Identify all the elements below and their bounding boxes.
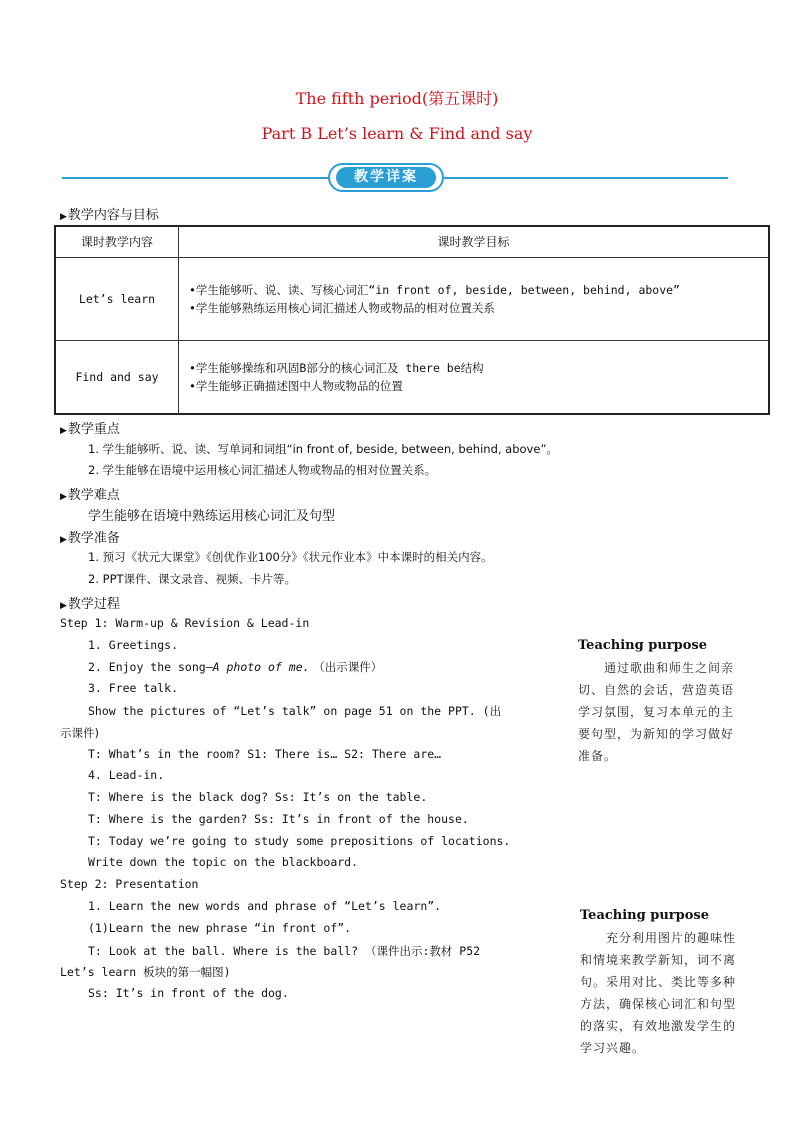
table-row bbox=[55, 257, 769, 340]
page-title: The fifth period(第五课时) bbox=[295, 89, 499, 108]
goal-item: •学生能够正确描述图中人物或物品的位置 bbox=[189, 378, 403, 393]
dialog-line: T: What’s in the room? S1: There is… S2: There are… bbox=[88, 747, 442, 761]
process-line: Write down the topic on the blackboard. bbox=[88, 855, 359, 869]
goal-item: •学生能够操练和巩固B部分的核心词汇及 there be结构 bbox=[189, 360, 484, 375]
preparation-item: 1. 预习《状元大课堂》《创优作业100分》《状元作业本》中本课时的相关内容。 bbox=[88, 550, 493, 564]
triangle-bullet-icon: ▶ bbox=[60, 535, 67, 545]
teaching-purpose-body: 充分利用图片的趣味性 和情境来教学新知，词不离 句。采用对比、类比等多种 方法，确保核心词汇和句型 的落实，有效地激发学生的 学习兴趣。 bbox=[580, 931, 737, 1055]
teaching-purpose-heading: Teaching purpose bbox=[578, 638, 707, 653]
section-heading-key-points: ▶教学重点 bbox=[60, 422, 120, 437]
table-header-content: 课时教学内容 bbox=[55, 226, 179, 257]
process-line: 示课件) bbox=[60, 726, 99, 740]
key-point-item: 1. 学生能够听、说、读、写单词和词组“in front of, beside, between, behind, above”。 bbox=[88, 442, 558, 456]
section-heading-content-goals: ▶教学内容与目标 bbox=[60, 208, 159, 223]
dialog-line: T: Today we’re going to study some prepositions of locations. bbox=[88, 834, 511, 848]
section-banner bbox=[328, 163, 444, 192]
step-heading: Step 1: Warm-up & Revision & Lead-in bbox=[60, 616, 310, 630]
preparation-item: 2. PPT课件、课文录音、视频、卡片等。 bbox=[88, 572, 297, 586]
teaching-purpose-heading: Teaching purpose bbox=[580, 908, 709, 923]
dialog-line: T: Where is the garden? Ss: It’s in front of the house. bbox=[88, 812, 469, 826]
table-cell-goals bbox=[179, 340, 770, 414]
banner-rule-right bbox=[444, 177, 728, 179]
triangle-bullet-icon: ▶ bbox=[60, 426, 67, 436]
table-cell-content: Find and say bbox=[55, 340, 179, 414]
goals-table bbox=[54, 225, 770, 415]
triangle-bullet-icon: ▶ bbox=[60, 492, 67, 502]
dialog-line: Let’s learn 板块的第一幅图) bbox=[60, 965, 231, 979]
goal-item: •学生能够听、说、读、写核心词汇“in front of, beside, between, behind, above” bbox=[189, 282, 680, 297]
teaching-purpose-note bbox=[578, 638, 758, 767]
table-cell-content: Let’s learn bbox=[55, 257, 179, 340]
process-line: (1)Learn the new phrase “in front of”. bbox=[88, 921, 352, 935]
key-point-item: 2. 学生能够在语境中运用核心词汇描述人物或物品的相对位置关系。 bbox=[88, 463, 437, 477]
section-heading-preparation: ▶教学准备 bbox=[60, 531, 120, 546]
table-row bbox=[55, 340, 769, 414]
dialog-line: Ss: It’s in front of the dog. bbox=[88, 986, 289, 1000]
triangle-bullet-icon: ▶ bbox=[60, 601, 67, 611]
teaching-purpose-note bbox=[580, 908, 760, 1059]
teaching-purpose-body: 通过歌曲和师生之间亲 切、自然的会话，营造英语 学习氛围，复习本单元的主 要句型，为新知的学习做好 准备。 bbox=[578, 661, 735, 763]
difficulty-text: 学生能够在语境中熟练运用核心词汇及句型 bbox=[88, 509, 336, 524]
dialog-line: T: Look at the ball. Where is the ball? （课件出示:教材 P52 bbox=[88, 944, 481, 958]
process-line: 4. Lead-in. bbox=[88, 768, 165, 782]
process-line: 1. Greetings. bbox=[88, 638, 179, 652]
table-header-goals: 课时教学目标 bbox=[179, 226, 770, 257]
table-header-row bbox=[55, 226, 769, 257]
process-line: 3. Free talk. bbox=[88, 681, 179, 695]
banner-rule-left bbox=[62, 177, 328, 179]
goal-item: •学生能够熟练运用核心词汇描述人物或物品的相对位置关系 bbox=[189, 300, 495, 315]
dialog-line: T: Where is the black dog? Ss: It’s on the table. bbox=[88, 790, 428, 804]
step-heading: Step 2: Presentation bbox=[60, 877, 199, 891]
section-heading-process: ▶教学过程 bbox=[60, 597, 120, 612]
process-line: Show the pictures of “Let’s talk” on page 51 on the PPT. (出 bbox=[88, 704, 502, 718]
section-heading-difficulties: ▶教学难点 bbox=[60, 488, 120, 503]
banner-label: 教学详案 bbox=[336, 167, 436, 188]
table-cell-goals bbox=[179, 257, 770, 340]
triangle-bullet-icon: ▶ bbox=[60, 212, 67, 222]
process-line: 2. Enjoy the song—A photo of me. （出示课件） bbox=[88, 660, 383, 674]
page-subtitle: Part B Let’s learn & Find and say bbox=[261, 124, 533, 143]
process-line: 1. Learn the new words and phrase of “Let’s learn”. bbox=[88, 899, 442, 913]
